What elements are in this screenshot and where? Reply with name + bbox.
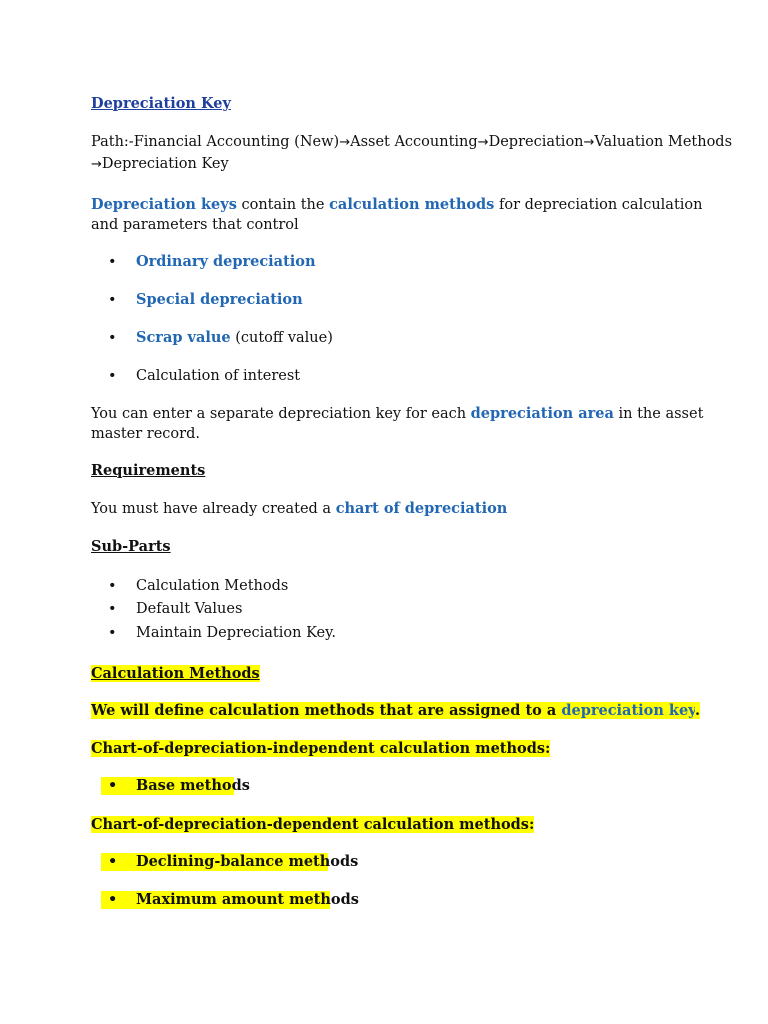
bullet-icon: • [108, 578, 117, 594]
subpart-text: Maintain Depreciation Key. [136, 625, 336, 641]
keyword-depreciation-key: depreciation key [561, 702, 695, 719]
control-keyword: Special depreciation [136, 291, 303, 308]
calc-define-text: We will define calculation methods that are assigned to a [91, 702, 562, 719]
requirements-body: You must have already created a [91, 501, 336, 517]
path-item: Depreciation Key [101, 156, 229, 172]
control-keyword: Scrap value [136, 329, 231, 346]
bullet-icon: • [108, 292, 117, 308]
doc-title: Depreciation Key [91, 95, 231, 112]
intro-line-2: and parameters that control [91, 217, 299, 233]
intro-line-1 [91, 196, 703, 214]
bullet-icon: • [108, 254, 117, 270]
calc-dependent [91, 816, 534, 834]
path-line-1 [91, 133, 732, 152]
path-item: Asset Accounting [350, 134, 478, 150]
calc-define [91, 702, 700, 720]
bullet-icon: • [108, 854, 118, 870]
arrow-right-icon: → [91, 157, 102, 172]
keyword-calculation-methods: calculation methods [329, 196, 495, 213]
calc-heading-text: Calculation Methods [91, 665, 260, 682]
keyword-depreciation-keys: Depreciation keys [91, 196, 237, 213]
keyword-depreciation-area: depreciation area [470, 405, 614, 422]
intro-text: contain the [236, 197, 330, 213]
separate-line-1 [91, 405, 703, 423]
arrow-right-icon: → [583, 135, 595, 150]
bullet-icon: • [108, 330, 117, 346]
bullet-icon: • [108, 892, 118, 908]
calc-define-text: . [694, 702, 701, 719]
calc-dependent-text: Chart-of-depreciation-dependent calculation methods: [91, 816, 535, 833]
calc-heading [91, 665, 260, 683]
path-item: Financial Accounting (New) [133, 134, 340, 150]
calc-item-text: Maximum amount methods [136, 891, 359, 908]
path-prefix: Path:- [91, 134, 134, 150]
subparts-heading: Sub-Parts [91, 538, 171, 555]
bullet-icon: • [108, 601, 117, 617]
bullet-icon: • [108, 368, 117, 384]
subpart-text: Default Values [136, 601, 243, 617]
keyword-chart-of-depreciation: chart of depreciation [335, 500, 508, 517]
calc-independent-text: Chart-of-depreciation-independent calculation methods: [91, 740, 551, 757]
bullet-icon: • [108, 778, 118, 794]
path-item: Depreciation [488, 134, 584, 150]
intro-text: for depreciation calculation [494, 197, 703, 213]
separate-line-2: master record. [91, 426, 200, 442]
arrow-right-icon: → [477, 135, 489, 150]
path-line-2 [91, 155, 229, 174]
requirements-text [91, 500, 507, 518]
separate-text: You can enter a separate depreciation key for each [91, 406, 471, 422]
calc-item-text: Declining-balance methods [136, 853, 359, 870]
calc-item-text: Base methods [136, 777, 250, 794]
path-item: Valuation Methods [594, 134, 733, 150]
arrow-right-icon: → [339, 135, 351, 150]
separate-text: in the asset [613, 406, 704, 422]
bullet-icon: • [108, 625, 117, 641]
subpart-text: Calculation Methods [136, 578, 289, 594]
control-keyword: Ordinary depreciation [136, 253, 316, 270]
control-text [136, 329, 333, 347]
requirements-heading: Requirements [91, 462, 206, 479]
control-rest: (cutoff value) [230, 330, 333, 346]
control-rest: Calculation of interest [136, 368, 301, 384]
calc-independent [91, 740, 550, 758]
